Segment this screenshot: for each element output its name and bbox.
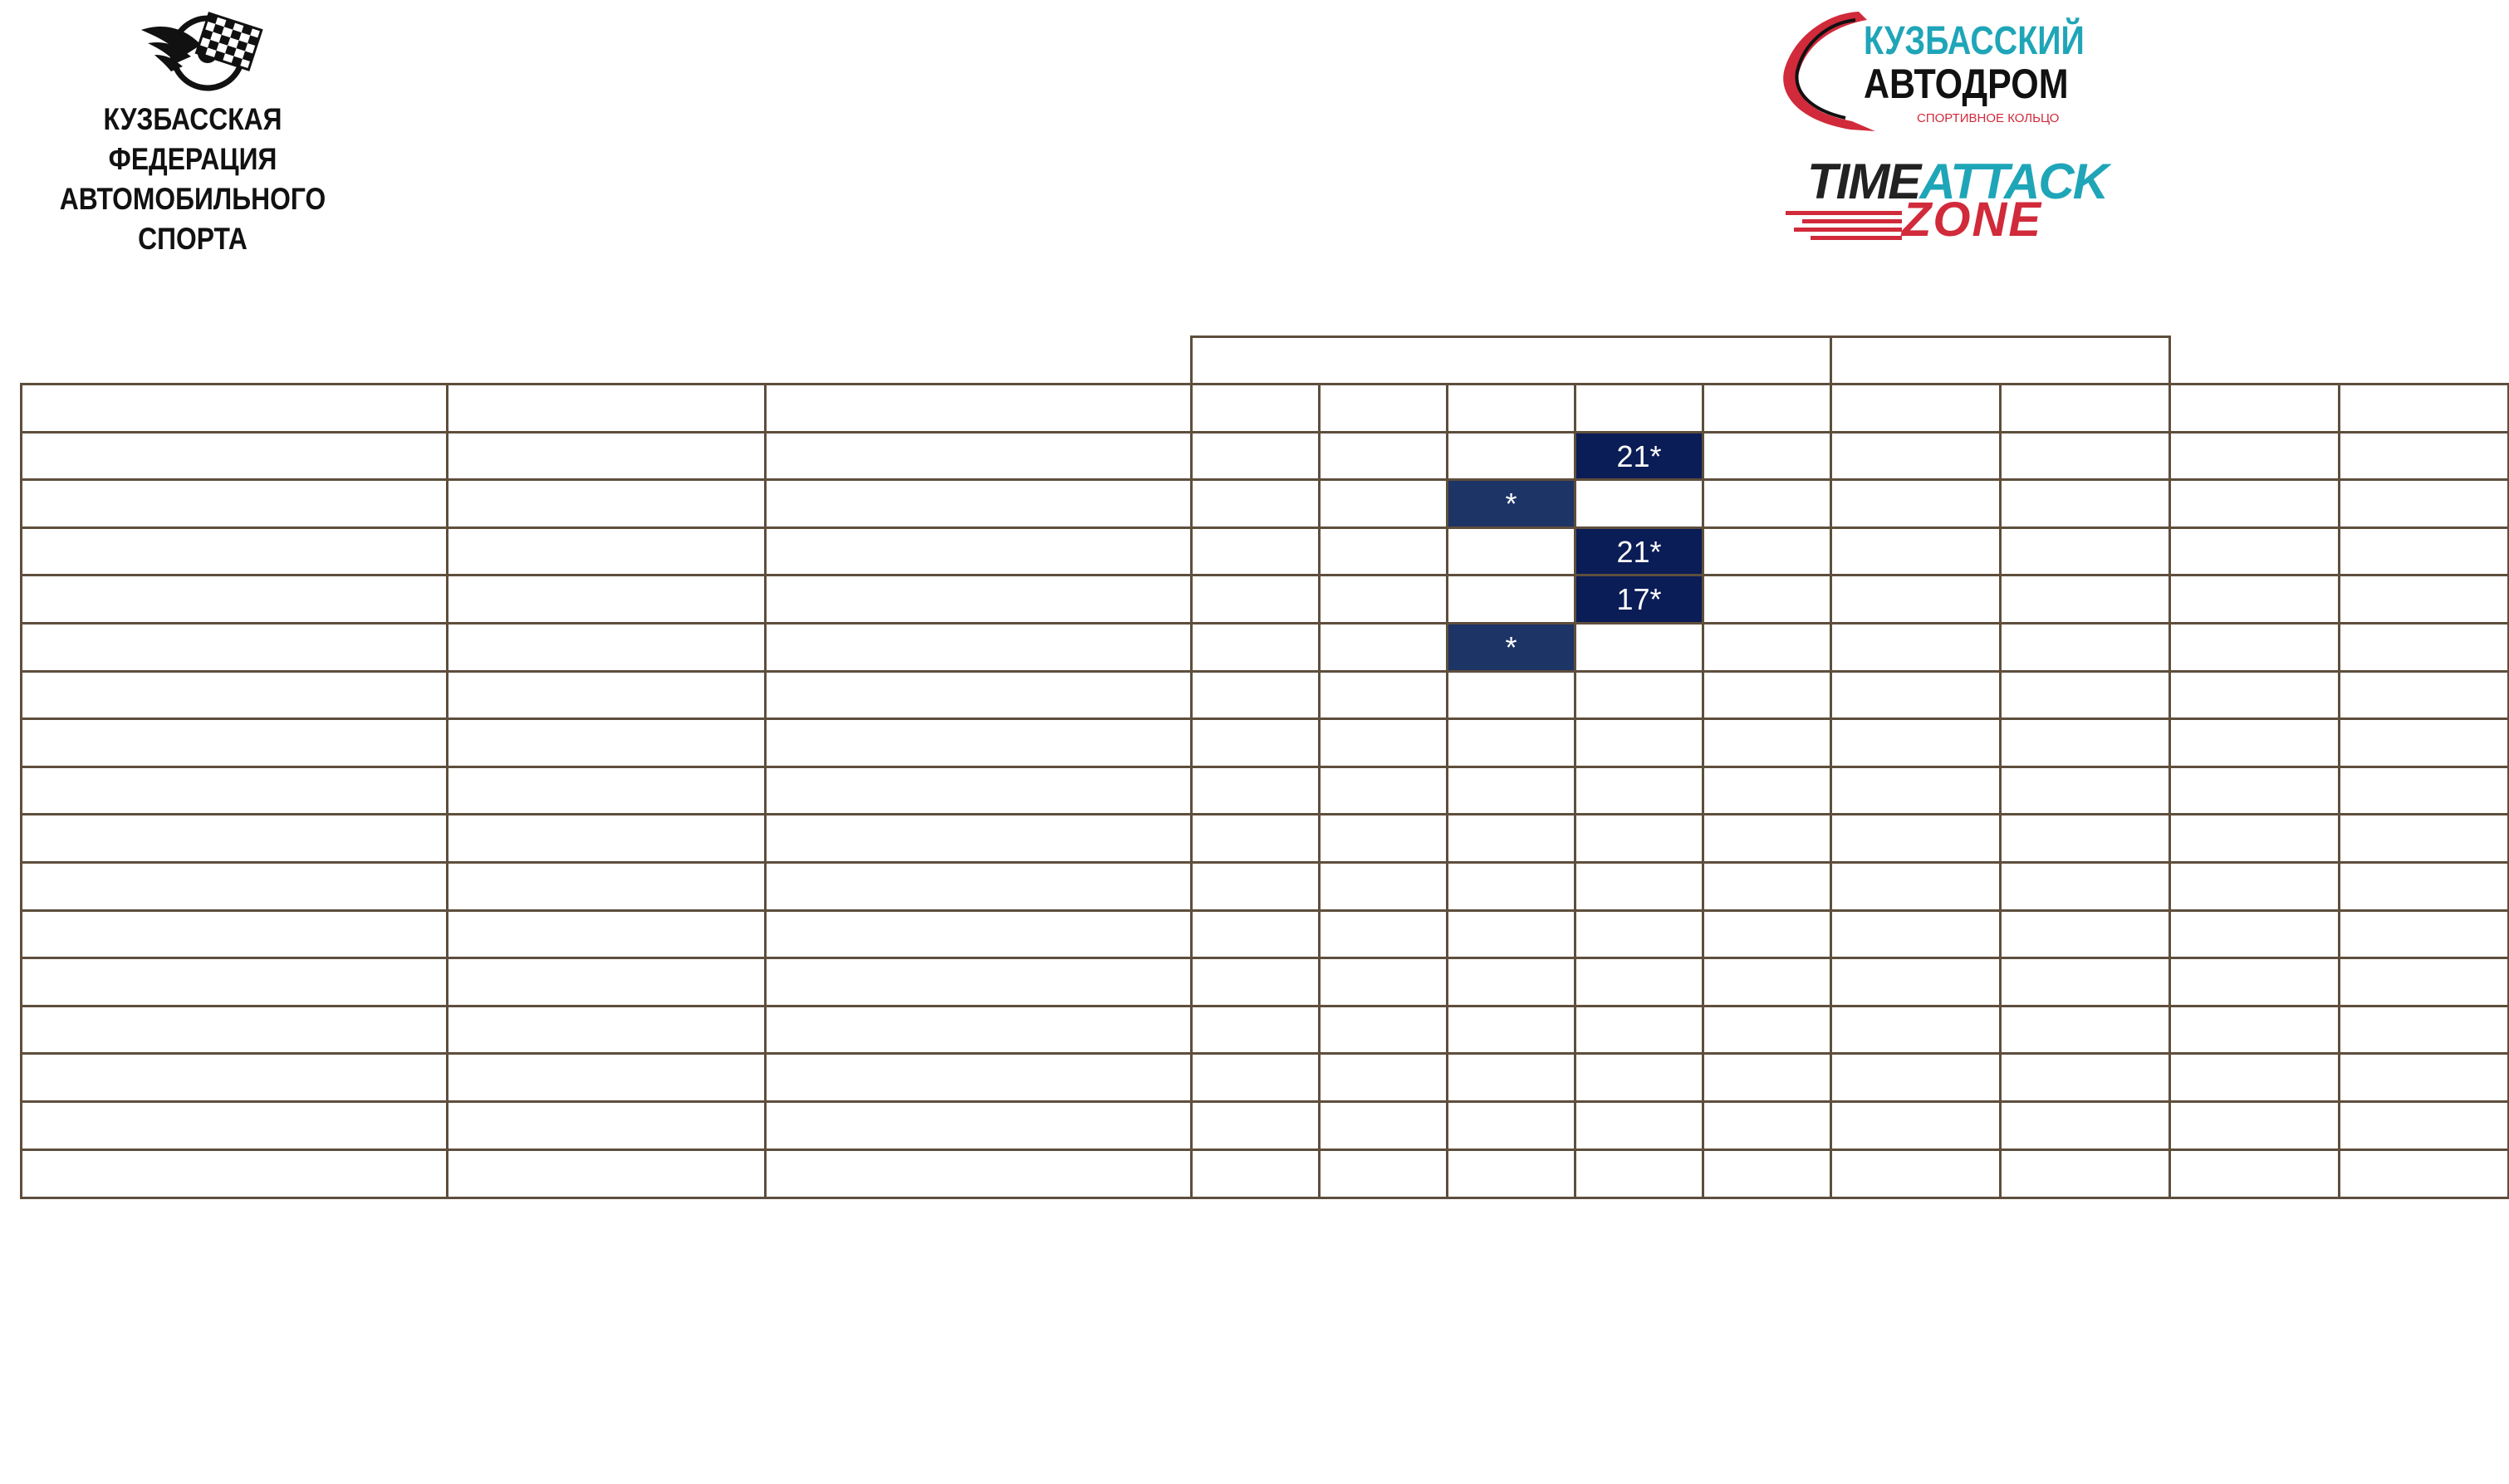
table-cell — [2168, 718, 2340, 768]
table-cell — [764, 766, 1193, 816]
header-cell — [1702, 383, 1832, 433]
table-cell — [1999, 766, 2171, 816]
table-cell — [2338, 718, 2509, 768]
table-cell — [20, 718, 448, 768]
table-cell — [1318, 1005, 1448, 1055]
table-cell — [1702, 431, 1832, 482]
table-cell — [1446, 813, 1576, 864]
table-cell — [1190, 1100, 1321, 1151]
table-cell — [1999, 1100, 2171, 1151]
table-cell — [1190, 622, 1321, 673]
table-cell — [764, 478, 1193, 529]
table-cell — [1702, 527, 1832, 577]
table-cell — [1999, 1052, 2171, 1103]
table-cell — [2168, 957, 2340, 1007]
table-cell — [1830, 1005, 2002, 1055]
table-cell — [2338, 861, 2509, 912]
table-cell — [1446, 1005, 1576, 1055]
table-cell — [1702, 1052, 1832, 1103]
table-cell — [1318, 766, 1448, 816]
table-cell — [764, 670, 1193, 721]
table-cell — [2338, 1052, 2509, 1103]
table-cell — [1702, 670, 1832, 721]
table-cell — [1190, 670, 1321, 721]
table-cell — [2168, 622, 2340, 673]
header-cell — [1446, 383, 1576, 433]
table-cell — [2168, 813, 2340, 864]
highlighted-cell: * — [1446, 478, 1576, 529]
highlighted-cell: 21* — [1574, 431, 1704, 482]
table-cell — [1999, 957, 2171, 1007]
header-cell — [1318, 383, 1448, 433]
table-cell — [2338, 1100, 2509, 1151]
table-cell — [2168, 1100, 2340, 1151]
table-cell — [1702, 718, 1832, 768]
table-cell — [1830, 574, 2002, 624]
federation-name-line2: АВТОМОБИЛЬНОГО СПОРТА — [59, 182, 326, 256]
autodrome-name-line2: АВТОДРОМ — [1864, 61, 2069, 107]
header-cell — [446, 383, 767, 433]
table-cell — [2168, 670, 2340, 721]
table-cell — [1999, 670, 2171, 721]
table-cell — [1702, 1149, 1832, 1199]
table-cell — [446, 718, 767, 768]
table-cell — [20, 909, 448, 960]
table-cell — [446, 670, 767, 721]
table-cell — [20, 1100, 448, 1151]
table-cell — [764, 1005, 1193, 1055]
table-cell — [764, 1149, 1193, 1199]
table-cell — [1574, 1100, 1704, 1151]
table-cell — [764, 622, 1193, 673]
attack-word: ATTACK — [1919, 154, 2108, 209]
table-cell — [1830, 718, 2002, 768]
table-cell — [1830, 622, 2002, 673]
table-cell — [764, 1100, 1193, 1151]
autodrome-name-line1: КУЗБАССКИЙ — [1864, 19, 2085, 63]
table-cell — [1999, 431, 2171, 482]
table-cell — [1702, 574, 1832, 624]
table-cell — [1574, 957, 1704, 1007]
table-cell — [764, 909, 1193, 960]
table-cell — [20, 478, 448, 529]
table-cell — [1318, 622, 1448, 673]
table-cell — [446, 861, 767, 912]
table-cell — [1446, 909, 1576, 960]
table-cell — [1574, 909, 1704, 960]
table-cell — [2168, 1005, 2340, 1055]
table-cell — [1999, 909, 2171, 960]
table-cell — [1830, 1052, 2002, 1103]
header-cell — [1830, 383, 2002, 433]
table-cell — [20, 670, 448, 721]
table-cell — [446, 622, 767, 673]
table-cell — [1446, 1149, 1576, 1199]
table-cell — [1574, 670, 1704, 721]
table-cell — [1999, 718, 2171, 768]
table-cell — [1830, 431, 2002, 482]
table-cell — [20, 574, 448, 624]
table-cell — [446, 1005, 767, 1055]
table-cell — [446, 431, 767, 482]
table-cell — [1446, 1100, 1576, 1151]
table-cell — [1318, 527, 1448, 577]
table-cell — [1574, 1005, 1704, 1055]
table-cell — [1318, 718, 1448, 768]
autodrome-tagline: СПОРТИВНОЕ КОЛЬЦО — [1917, 111, 2060, 125]
table-cell — [1702, 1100, 1832, 1151]
table-cell — [1318, 1052, 1448, 1103]
table-cell — [1999, 622, 2171, 673]
table-cell — [1318, 574, 1448, 624]
header-cell — [764, 383, 1193, 433]
federation-name-line1: КУЗБАССКАЯ ФЕДЕРАЦИЯ — [103, 102, 282, 176]
table-cell — [1446, 718, 1576, 768]
table-cell — [1446, 766, 1576, 816]
table-cell — [1830, 670, 2002, 721]
table-cell — [2338, 909, 2509, 960]
table-cell — [20, 1149, 448, 1199]
table-cell — [20, 1052, 448, 1103]
table-cell — [1446, 861, 1576, 912]
table-cell — [1830, 527, 2002, 577]
table-cell — [1574, 766, 1704, 816]
table-cell — [1190, 1005, 1321, 1055]
table-cell — [1190, 1149, 1321, 1199]
header-cell — [2168, 383, 2340, 433]
highlighted-cell: 21* — [1574, 527, 1704, 577]
table-cell — [20, 766, 448, 816]
table-cell — [446, 909, 767, 960]
table-cell — [764, 813, 1193, 864]
table-cell — [1999, 1149, 2171, 1199]
table-cell — [1318, 957, 1448, 1007]
header-cell — [20, 383, 448, 433]
table-cell — [2168, 478, 2340, 529]
table-cell — [446, 1100, 767, 1151]
table-cell — [1190, 431, 1321, 482]
table-cell — [2338, 431, 2509, 482]
table-cell — [2338, 670, 2509, 721]
table-cell — [1318, 909, 1448, 960]
highlighted-cell: * — [1446, 622, 1576, 673]
table-cell — [1190, 527, 1321, 577]
table-cell — [2168, 527, 2340, 577]
table-cell — [446, 1149, 767, 1199]
zone-word: ZONE — [1902, 193, 2043, 247]
time-word: TIME — [1807, 154, 1920, 209]
table-cell — [1702, 622, 1832, 673]
table-cell — [1999, 861, 2171, 912]
table-cell — [1702, 478, 1832, 529]
table-cell — [446, 766, 767, 816]
table-cell — [1702, 861, 1832, 912]
table-cell — [2338, 478, 2509, 529]
table-cell — [1190, 909, 1321, 960]
table-cell — [764, 718, 1193, 768]
table-cell — [1190, 1052, 1321, 1103]
table-cell — [2168, 574, 2340, 624]
table-cell — [2168, 766, 2340, 816]
table-cell — [20, 957, 448, 1007]
table-cell — [20, 527, 448, 577]
table-cell — [446, 813, 767, 864]
table-cell — [1190, 766, 1321, 816]
table-cell — [1830, 766, 2002, 816]
table-cell — [1574, 1149, 1704, 1199]
table-cell — [1830, 1100, 2002, 1151]
table-cell — [1830, 1149, 2002, 1199]
highlighted-cell: 17* — [1574, 574, 1704, 624]
table-cell — [1999, 813, 2171, 864]
table-cell — [1574, 861, 1704, 912]
table-cell — [1574, 718, 1704, 768]
table-cell — [764, 861, 1193, 912]
header-cell — [2338, 383, 2509, 433]
table-cell — [1702, 766, 1832, 816]
table-cell — [1574, 622, 1704, 673]
table-cell — [1702, 957, 1832, 1007]
table-cell — [1190, 478, 1321, 529]
table-cell — [2168, 1149, 2340, 1199]
table-cell — [1446, 431, 1576, 482]
table-cell — [2168, 861, 2340, 912]
column-group-header — [1190, 335, 1832, 385]
header-cell — [1574, 383, 1704, 433]
header-cell — [1190, 383, 1321, 433]
table-cell — [764, 957, 1193, 1007]
table-cell — [1702, 909, 1832, 960]
table-cell — [1999, 574, 2171, 624]
table-cell — [1318, 478, 1448, 529]
table-cell — [2168, 431, 2340, 482]
table-cell — [446, 957, 767, 1007]
table-cell — [20, 1005, 448, 1055]
table-cell — [1190, 957, 1321, 1007]
table-cell — [1446, 1052, 1576, 1103]
table-cell — [1830, 813, 2002, 864]
table-cell — [2338, 1005, 2509, 1055]
table-cell — [1830, 478, 2002, 529]
table-cell — [1999, 1005, 2171, 1055]
table-cell — [1702, 1005, 1832, 1055]
table-cell — [1318, 1149, 1448, 1199]
table-cell — [1999, 478, 2171, 529]
table-cell — [1318, 431, 1448, 482]
table-cell — [1999, 527, 2171, 577]
column-group-header — [1830, 335, 2171, 385]
table-cell — [2338, 1149, 2509, 1199]
table-cell — [1830, 957, 2002, 1007]
table-cell — [1190, 574, 1321, 624]
table-cell — [1318, 813, 1448, 864]
table-cell — [446, 1052, 767, 1103]
table-cell — [1446, 957, 1576, 1007]
table-cell — [2338, 622, 2509, 673]
table-cell — [764, 431, 1193, 482]
table-cell — [20, 622, 448, 673]
table-cell — [2338, 957, 2509, 1007]
table-cell — [1446, 574, 1576, 624]
table-cell — [1830, 861, 2002, 912]
table-cell — [20, 813, 448, 864]
table-cell — [1318, 861, 1448, 912]
table-cell — [2338, 574, 2509, 624]
table-cell — [764, 574, 1193, 624]
table-cell — [2338, 813, 2509, 864]
table-cell — [1190, 861, 1321, 912]
table-cell — [1446, 670, 1576, 721]
table-cell — [764, 1052, 1193, 1103]
table-cell — [1574, 478, 1704, 529]
table-cell — [1318, 1100, 1448, 1151]
table-cell — [1190, 813, 1321, 864]
table-cell — [1574, 1052, 1704, 1103]
table-cell — [1446, 527, 1576, 577]
table-cell — [1190, 718, 1321, 768]
table-cell — [2338, 766, 2509, 816]
table-cell — [764, 527, 1193, 577]
table-cell — [2168, 1052, 2340, 1103]
table-cell — [1702, 813, 1832, 864]
table-cell — [1318, 670, 1448, 721]
table-cell — [2338, 527, 2509, 577]
table-cell — [1830, 909, 2002, 960]
table-cell — [2168, 909, 2340, 960]
table-cell — [446, 527, 767, 577]
table-cell — [446, 478, 767, 529]
table-cell — [1574, 813, 1704, 864]
table-cell — [446, 574, 767, 624]
table-cell — [20, 431, 448, 482]
header-cell — [1999, 383, 2171, 433]
table-cell — [20, 861, 448, 912]
